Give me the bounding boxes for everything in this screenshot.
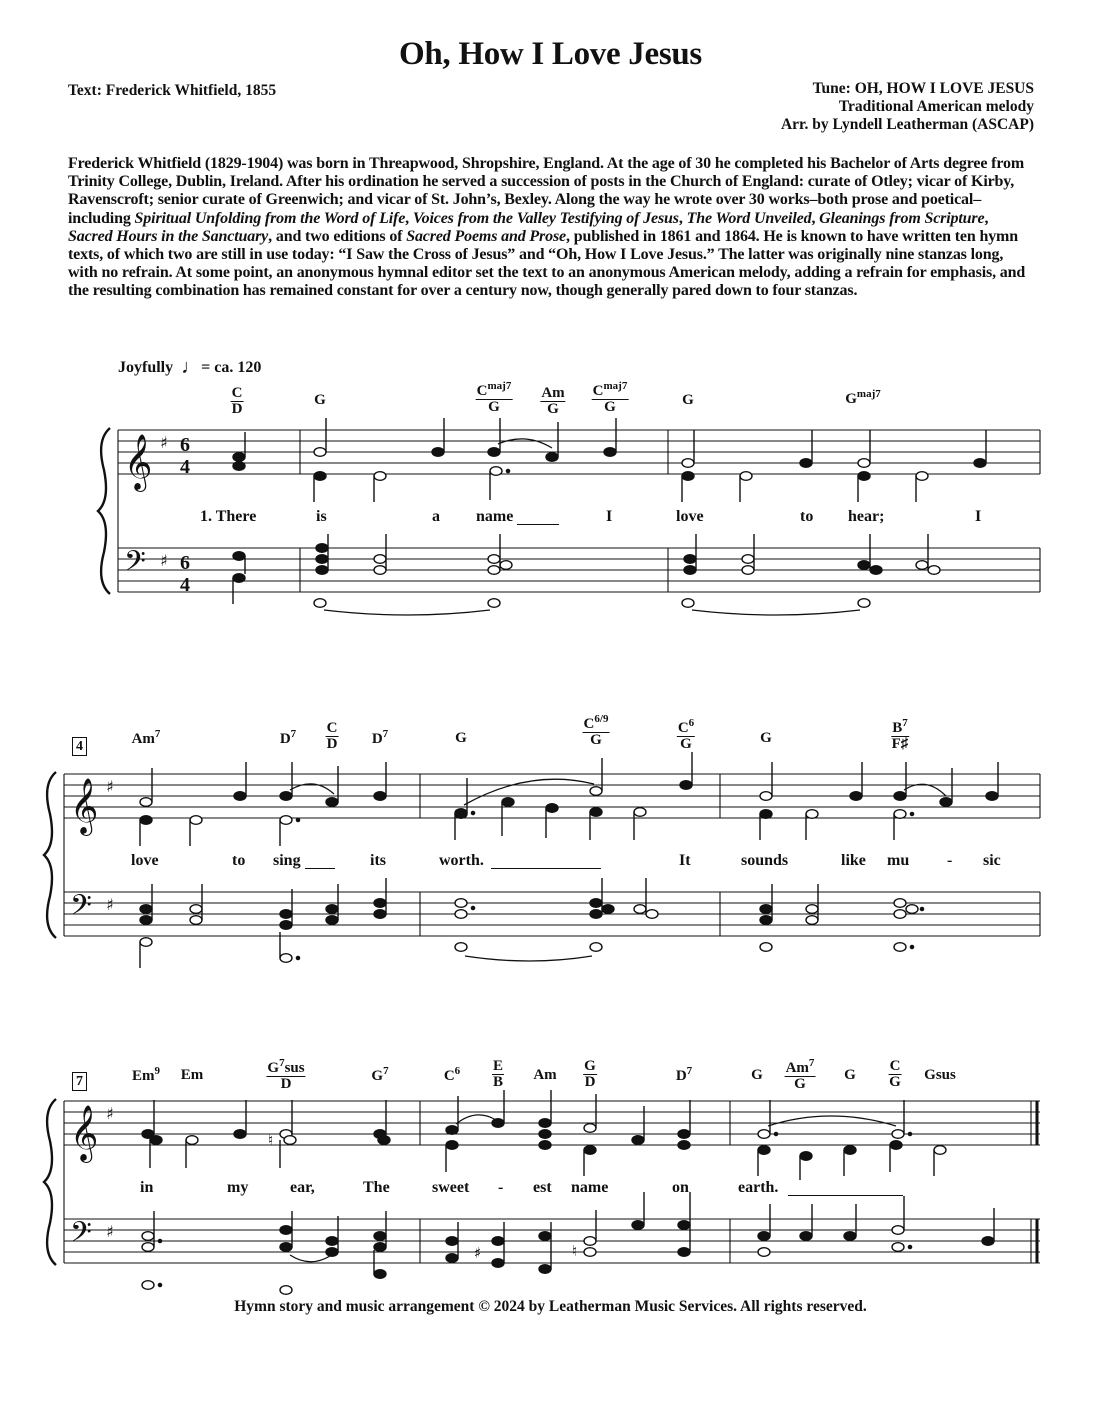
svg-text:𝄞: 𝄞 [70,1105,99,1161]
svg-text:4: 4 [180,456,190,478]
page-title: Oh, How I Love Jesus [399,36,702,72]
quarter-note-icon: ♩ [181,356,202,378]
svg-text:♮: ♮ [572,1242,578,1260]
svg-text:♯: ♯ [106,777,114,796]
svg-text:♯: ♯ [160,433,168,452]
copyright-footer: Hymn story and music arrangement © 2024 by Leatherman Music Services. All rights reserved. [234,1298,867,1315]
measure-number: 4 [72,737,87,756]
tempo-marking: Joyfully ♩= ca. 120 [118,356,262,378]
measure-number: 7 [72,1072,87,1091]
svg-text:𝄢: 𝄢 [124,545,146,585]
svg-text:4: 4 [180,574,190,596]
svg-text:♯: ♯ [474,1244,482,1262]
svg-text:♮: ♮ [268,1131,274,1149]
svg-text:♯: ♯ [106,895,114,914]
tune-name: Tune: OH, HOW I LOVE JESUS [812,80,1034,97]
svg-text:𝄢: 𝄢 [70,1216,92,1256]
svg-text:𝄞: 𝄞 [70,778,99,834]
arranger: Arr. by Lyndell Leatherman (ASCAP) [780,116,1034,133]
hymn-story: Frederick Whitfield (1829-1904) was born in Threapwood, Shropshire, England. At the age of 30 he completed his Bachelor of Arts degree from Trinity College, Dublin, Ireland. After his ordination he served a succession of posts in the Church of England: curate of Otley; vicar of Kirby, Ravenscroft; senior curate of Greenwich; and vicar of St. John’s, Bexley. Along the way he wrote over 30 works–both prose and poetical–including Spiritual Unfolding from the Word of Life, Voices from the Valley Testifying of Jesus, The Word Unveiled, Gleanings from Scripture, Sacred Hours in the Sanctuary, and two editions of Sacred Poems and Prose, published in 1861 and 1864. He is known to have written ten hymn texts, of which two are still in use today: “I Saw the Cross of Jesus” and “Oh, How I Love Jesus.” The latter was originally nine stanzas long, with no refrain. At some point, an anonymous hymnal editor set the text to an anonymous American melody, adding a refrain for emphasis, and the resulting combination has remained constant for over a century now, though generally pared down to four stanzas. [68,155,1026,300]
svg-text:6: 6 [180,434,190,456]
svg-text:♯: ♯ [106,1222,114,1241]
svg-text:♯: ♯ [106,1104,114,1123]
text-credit: Text: Frederick Whitfield, 1855 [68,82,277,99]
svg-text:𝄞: 𝄞 [124,434,153,490]
tune-source: Traditional American melody [838,98,1034,115]
svg-text:6: 6 [180,552,190,574]
svg-text:♯: ♯ [160,551,168,570]
svg-text:𝄢: 𝄢 [70,889,92,929]
